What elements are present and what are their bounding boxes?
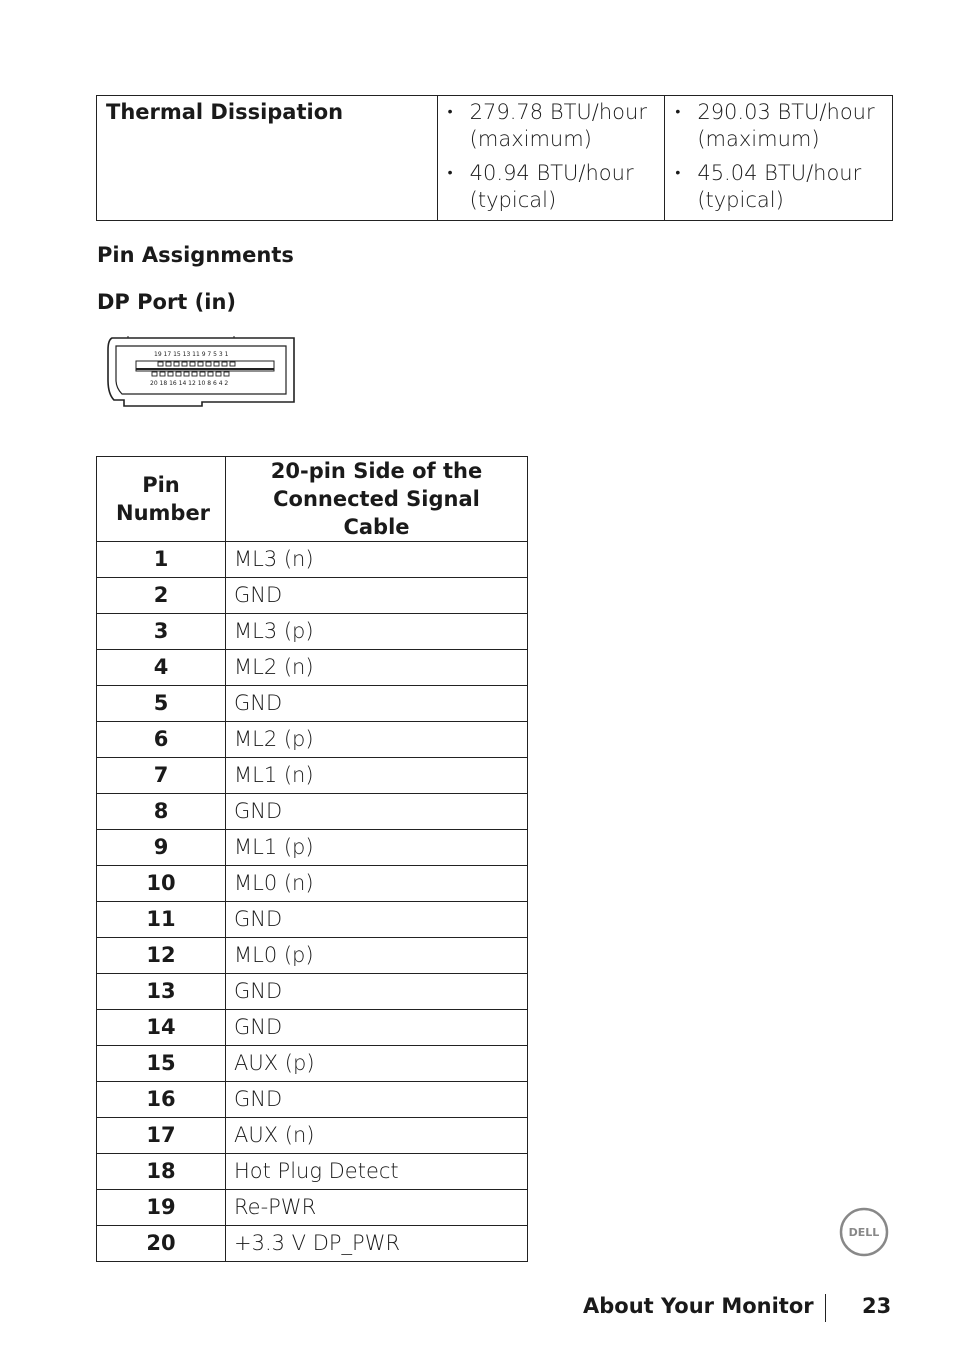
list-item: • 40.94 BTU/hour (typical) bbox=[447, 161, 634, 212]
pin-number: 10 bbox=[97, 866, 226, 902]
pin-number: 2 bbox=[97, 578, 226, 614]
pin-number: 13 bbox=[97, 974, 226, 1010]
list-item: • 45.04 BTU/hour (typical) bbox=[675, 161, 862, 212]
pin-signal: ML3 (p) bbox=[226, 614, 528, 650]
pin-number: 1 bbox=[97, 542, 226, 578]
table-row bbox=[97, 866, 528, 902]
table-row bbox=[97, 1082, 528, 1118]
table-row bbox=[97, 902, 528, 938]
pin-signal: ML2 (n) bbox=[226, 650, 528, 686]
table-row bbox=[97, 650, 528, 686]
table-row bbox=[97, 1190, 528, 1226]
signal-header: 20-pin Side of the Connected Signal Cable bbox=[226, 457, 528, 542]
table-row bbox=[97, 614, 528, 650]
pin-number-header: Pin Number bbox=[97, 457, 226, 542]
displayport-connector-icon bbox=[104, 336, 300, 408]
pin-signal: GND bbox=[226, 1010, 528, 1046]
pin-signal: Re-PWR bbox=[226, 1190, 528, 1226]
pin-assignment-table bbox=[96, 456, 528, 1262]
pin-signal: ML0 (n) bbox=[226, 866, 528, 902]
pin-number: 16 bbox=[97, 1082, 226, 1118]
pin-number: 6 bbox=[97, 722, 226, 758]
table-row bbox=[97, 1226, 528, 1262]
pin-number: 5 bbox=[97, 686, 226, 722]
page-number: 23 bbox=[862, 1294, 892, 1318]
connector-bottom-numbers: 20 18 16 14 12 10 8 6 4 2 bbox=[150, 380, 229, 387]
table-row bbox=[97, 794, 528, 830]
pin-signal: AUX (p) bbox=[226, 1046, 528, 1082]
table-row bbox=[97, 1010, 528, 1046]
pin-signal: ML2 (p) bbox=[226, 722, 528, 758]
pin-signal: AUX (n) bbox=[226, 1118, 528, 1154]
table-row bbox=[97, 1118, 528, 1154]
pin-signal: GND bbox=[226, 974, 528, 1010]
pin-number: 14 bbox=[97, 1010, 226, 1046]
pin-number: 17 bbox=[97, 1118, 226, 1154]
pin-signal: GND bbox=[226, 902, 528, 938]
pin-number: 11 bbox=[97, 902, 226, 938]
pin-number: 3 bbox=[97, 614, 226, 650]
dell-logo-icon bbox=[839, 1207, 889, 1257]
thermal-col2 bbox=[665, 96, 893, 221]
table-row bbox=[97, 1154, 528, 1190]
pin-number: 4 bbox=[97, 650, 226, 686]
list-item: • 290.03 BTU/hour (maximum) bbox=[675, 100, 875, 151]
table-row bbox=[97, 722, 528, 758]
table-row bbox=[97, 96, 893, 221]
footer-section-title: About Your Monitor bbox=[583, 1294, 814, 1318]
dell-logo-text: DELL bbox=[848, 1226, 880, 1239]
pin-number: 20 bbox=[97, 1226, 226, 1262]
thermal-dissipation-table bbox=[96, 95, 893, 221]
bullet-icon: • bbox=[447, 165, 453, 181]
pin-signal: ML0 (p) bbox=[226, 938, 528, 974]
pin-signal: ML3 (n) bbox=[226, 542, 528, 578]
table-row bbox=[97, 686, 528, 722]
pin-signal: ML1 (p) bbox=[226, 830, 528, 866]
pin-number: 8 bbox=[97, 794, 226, 830]
pin-signal: GND bbox=[226, 1082, 528, 1118]
table-row bbox=[97, 542, 528, 578]
pin-assignments-heading: Pin Assignments bbox=[97, 243, 294, 267]
footer-divider bbox=[825, 1294, 826, 1322]
table-row bbox=[97, 974, 528, 1010]
pin-number: 9 bbox=[97, 830, 226, 866]
pin-number: 18 bbox=[97, 1154, 226, 1190]
dp-port-heading: DP Port (in) bbox=[97, 290, 237, 314]
bullet-icon: • bbox=[675, 104, 681, 120]
thermal-col1 bbox=[437, 96, 665, 221]
thermal-label: Thermal Dissipation bbox=[97, 96, 438, 221]
bullet-icon: • bbox=[675, 165, 681, 181]
table-row bbox=[97, 758, 528, 794]
table-header-row bbox=[97, 457, 528, 542]
pin-signal: ML1 (n) bbox=[226, 758, 528, 794]
pin-number: 7 bbox=[97, 758, 226, 794]
table-row bbox=[97, 830, 528, 866]
table-row bbox=[97, 578, 528, 614]
connector-top-numbers: 19 17 15 13 11 9 7 5 3 1 bbox=[154, 351, 229, 358]
pin-signal: GND bbox=[226, 794, 528, 830]
bullet-icon: • bbox=[447, 104, 453, 120]
pin-signal: GND bbox=[226, 578, 528, 614]
pin-number: 12 bbox=[97, 938, 226, 974]
pin-number: 15 bbox=[97, 1046, 226, 1082]
pin-signal: Hot Plug Detect bbox=[226, 1154, 528, 1190]
pin-signal: +3.3 V DP_PWR bbox=[226, 1226, 528, 1262]
table-row bbox=[97, 1046, 528, 1082]
list-item: • 279.78 BTU/hour (maximum) bbox=[447, 100, 647, 151]
pin-number: 19 bbox=[97, 1190, 226, 1226]
table-row bbox=[97, 938, 528, 974]
pin-signal: GND bbox=[226, 686, 528, 722]
